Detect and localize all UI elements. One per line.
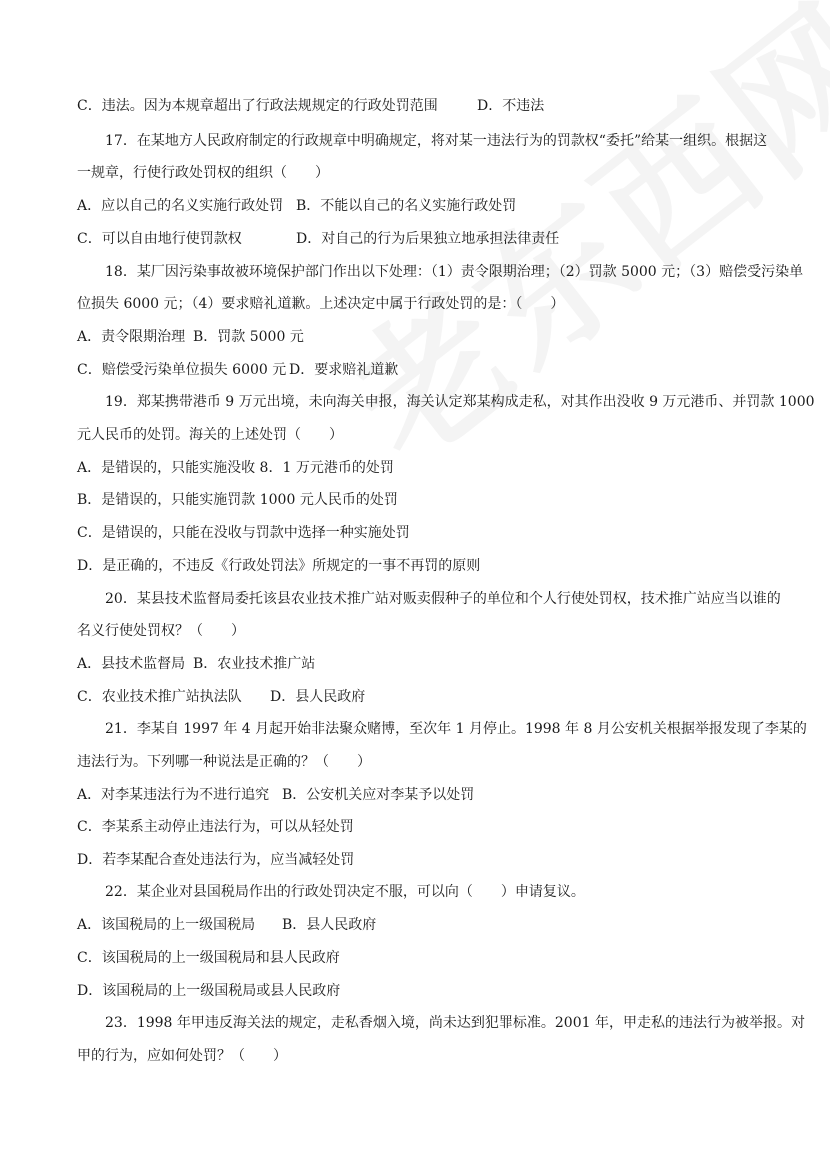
question-stem xyxy=(0,1014,830,1032)
option-text: A．对李某违法行为不进行追究 xyxy=(77,787,270,803)
option-text: D．该国税局的上一级国税局或县人民政府 xyxy=(77,983,341,999)
question-stem xyxy=(0,132,830,150)
question-stem-continued xyxy=(0,295,830,313)
answer-option-line xyxy=(0,688,830,706)
answer-option-line xyxy=(0,328,830,346)
question-text: 19．郑某携带港币 9 万元出境，未向海关申报，海关认定郑某构成走私，对其作出没收 9 万元港币、并罚款 1000 xyxy=(105,394,815,410)
answer-option-line xyxy=(0,197,830,215)
option-text: B．是错误的，只能实施罚款 1000 元人民币的处罚 xyxy=(77,492,398,508)
option-text: D．对自己的行为后果独立地承担法律责任 xyxy=(296,231,560,247)
option-text: C．李某系主动停止违法行为，可以从轻处罚 xyxy=(77,819,354,835)
question-stem-continued xyxy=(0,1047,830,1065)
option-text: D．县人民政府 xyxy=(270,689,366,705)
option-text: D．若李某配合查处违法行为，应当减轻处罚 xyxy=(77,852,355,868)
question-text: 23．1998 年甲违反海关法的规定，走私香烟入境，尚未达到犯罪标准。2001 年，甲走私的违法行为被举报。对 xyxy=(105,1015,805,1031)
answer-option-line xyxy=(0,655,830,673)
question-text: 位损失 6000 元；（4）要求赔礼道歉。上述决定中属于行政处罚的是：（ ） xyxy=(77,296,565,312)
option-text: C．违法。因为本规章超出了行政法规规定的行政处罚范围 xyxy=(77,98,438,114)
option-text: A．应以自己的名义实施行政处罚 xyxy=(77,198,284,214)
answer-option-line xyxy=(0,916,830,934)
answer-option-line xyxy=(0,491,830,509)
answer-option-line xyxy=(0,230,830,248)
answer-option-line xyxy=(0,557,830,575)
option-text: D．是正确的，不违反《行政处罚法》所规定的一事不再罚的原则 xyxy=(77,558,481,574)
answer-option-line xyxy=(0,786,830,804)
option-text: C．赔偿受污染单位损失 6000 元 xyxy=(77,362,287,378)
option-text: C．该国税局的上一级国税局和县人民政府 xyxy=(77,950,340,966)
question-stem xyxy=(0,883,830,901)
answer-option-line xyxy=(0,459,830,477)
option-text: A．县技术监督局 xyxy=(77,656,186,672)
answer-option-line xyxy=(0,818,830,836)
question-stem xyxy=(0,393,830,411)
option-text: B．不能以自己的名义实施行政处罚 xyxy=(296,198,517,214)
answer-option-line xyxy=(0,949,830,967)
question-text: 甲的行为，应如何处罚？（ ） xyxy=(77,1048,287,1064)
option-text: C．可以自由地行使罚款权 xyxy=(77,231,242,247)
question-stem-continued xyxy=(0,622,830,640)
answer-option-line xyxy=(0,851,830,869)
answer-option-line xyxy=(0,97,830,115)
question-text: 22．某企业对县国税局作出的行政处罚决定不服，可以向（ ）申请复议。 xyxy=(105,884,585,900)
option-text: B．农业技术推广站 xyxy=(193,656,316,672)
question-text: 20．某县技术监督局委托该县农业技术推广站对贩卖假种子的单位和个人行使处罚权，技术推广站应当以谁的 xyxy=(105,591,781,607)
option-text: A．是错误的，只能实施没收 8．1 万元港币的处罚 xyxy=(77,460,394,476)
question-stem xyxy=(0,590,830,608)
question-text: 违法行为。下列哪一种说法是正确的？（ ） xyxy=(77,754,371,770)
answer-option-line xyxy=(0,361,830,379)
answer-option-line xyxy=(0,524,830,542)
question-text: 21．李某自 1997 年 4 月起开始非法聚众赌博，至次年 1 月停止。1998 年 8 月公安机关根据举报发现了李某的 xyxy=(105,721,807,737)
question-stem xyxy=(0,263,830,281)
question-stem xyxy=(0,720,830,738)
answer-option-line xyxy=(0,982,830,1000)
option-text: C．是错误的，只能在没收与罚款中选择一种实施处罚 xyxy=(77,525,410,541)
question-text: 名义行使处罚权？（ ） xyxy=(77,623,245,639)
option-text: A．该国税局的上一级国税局 xyxy=(77,917,256,933)
question-stem-continued xyxy=(0,164,830,182)
question-text: 17．在某地方人民政府制定的行政规章中明确规定，将对某一违法行为的罚款权“委托”给某一组织。根据这 xyxy=(105,133,768,149)
option-text: A．责令限期治理 xyxy=(77,329,186,345)
option-text: C．农业技术推广站执法队 xyxy=(77,689,242,705)
option-text: B．公安机关应对李某予以处罚 xyxy=(282,787,475,803)
question-text: 18．某厂因污染事故被环境保护部门作出以下处理：（1）责令限期治理；（2）罚款 5000 元；（3）赔偿受污染单 xyxy=(105,264,804,280)
question-text: 元人民币的处罚。海关的上述处罚（ ） xyxy=(77,427,343,443)
option-text: D．不违法 xyxy=(477,98,545,114)
option-text: B．罚款 5000 元 xyxy=(193,329,304,345)
question-stem-continued xyxy=(0,753,830,771)
question-stem-continued xyxy=(0,426,830,444)
option-text: B．县人民政府 xyxy=(282,917,377,933)
question-text: 一规章，行使行政处罚权的组织（ ） xyxy=(77,165,329,181)
option-text: D．要求赔礼道歉 xyxy=(289,362,399,378)
